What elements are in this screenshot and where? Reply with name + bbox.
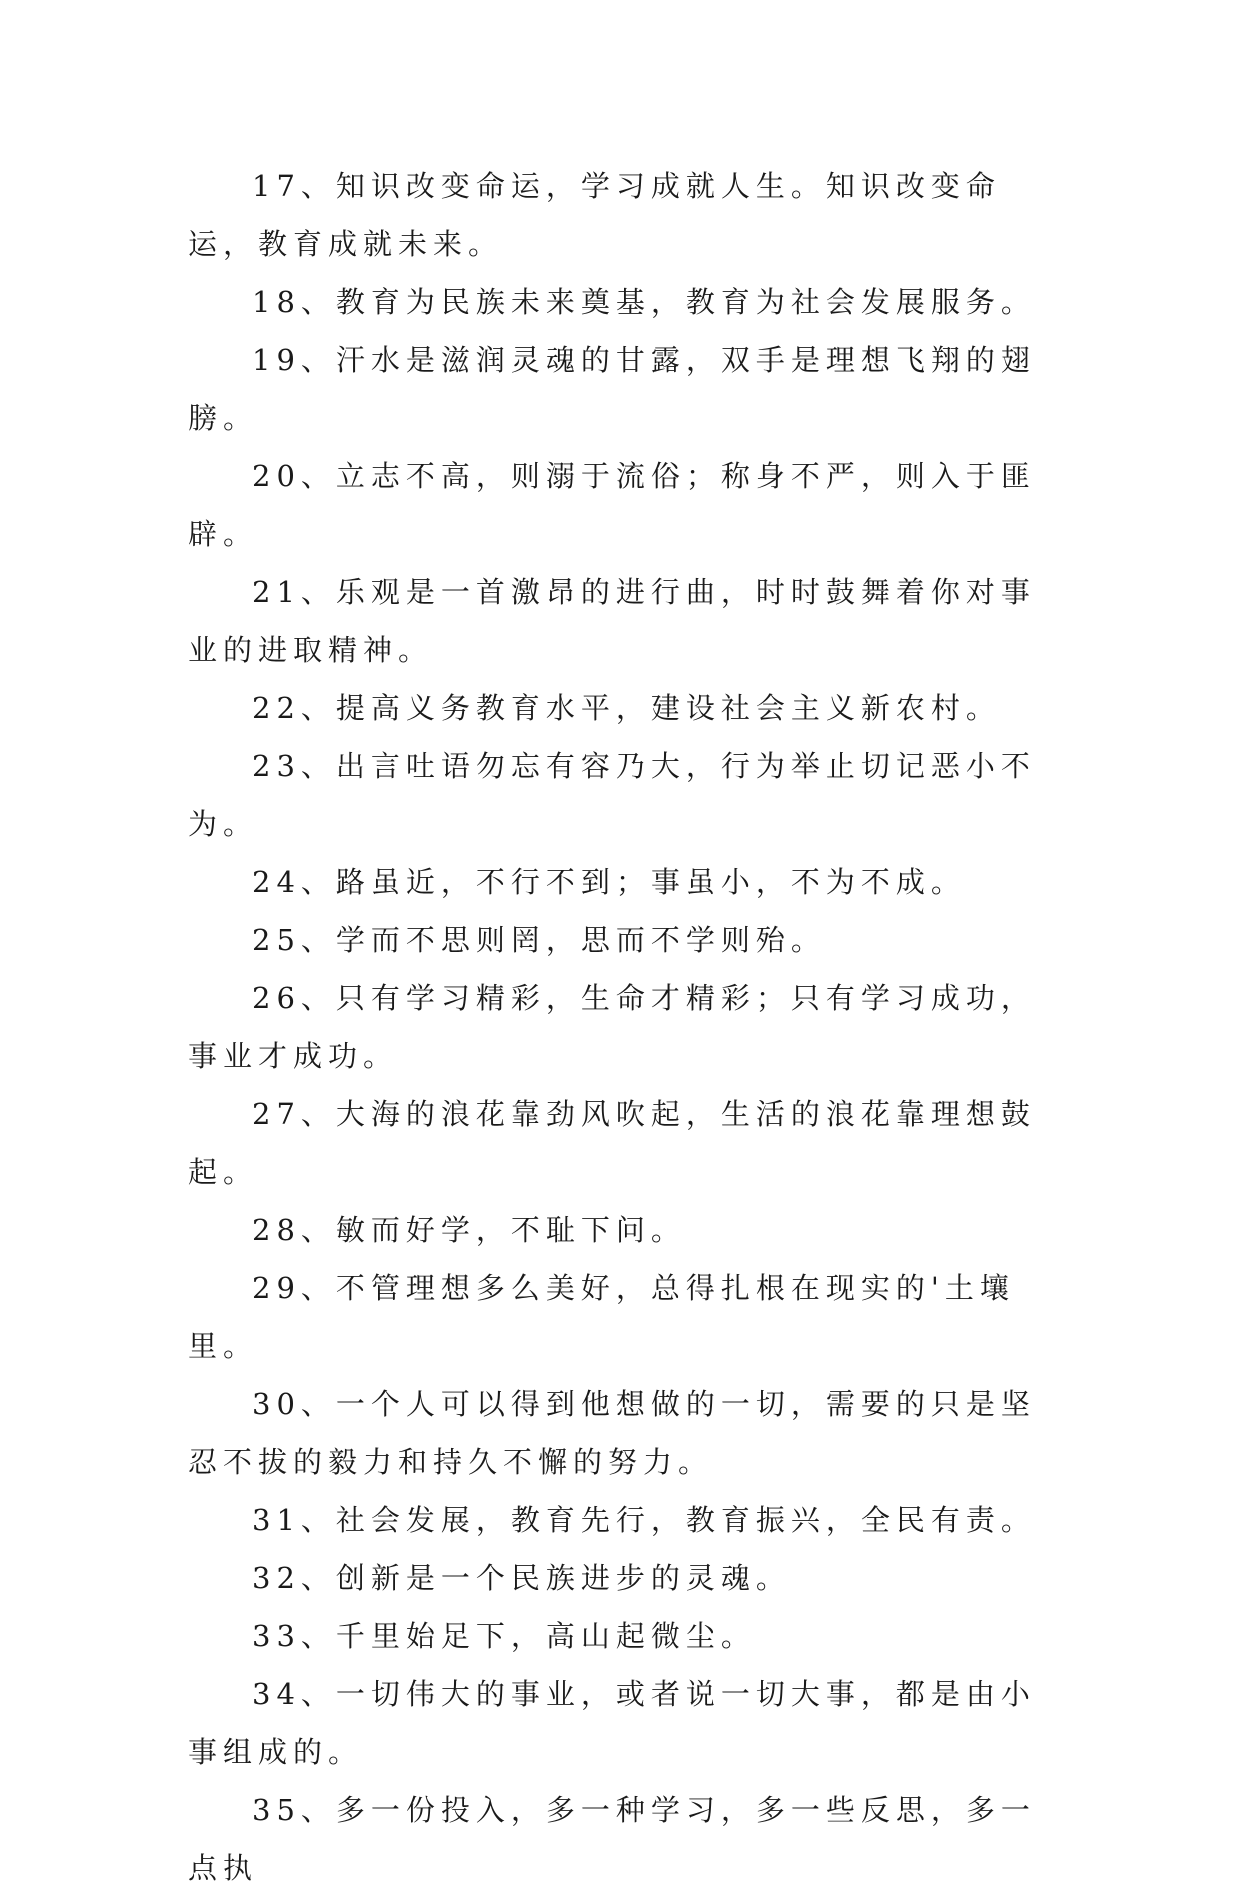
- paragraph-33: 33、千里始足下，高山起微尘。: [252, 1619, 756, 1653]
- paragraph-20: 20、立志不高，则溺于流俗；称身不严，则入于匪辟。: [188, 459, 1036, 551]
- paragraph-24: 24、路虽近，不行不到；事虽小，不为不成。: [252, 865, 966, 899]
- paragraph-17: 17、知识改变命运，学习成就人生。知识改变命运，教育成就未来。: [188, 169, 1001, 261]
- paragraph-30: 30、一个人可以得到他想做的一切，需要的只是坚忍不拔的毅力和持久不懈的努力。: [188, 1387, 1036, 1479]
- paragraph-34: 34、一切伟大的事业，或者说一切大事，都是由小事组成的。: [188, 1677, 1036, 1769]
- document-body: [188, 157, 1058, 1897]
- paragraph-35: 35、多一份投入，多一种学习，多一些反思，多一点执: [188, 1793, 1036, 1885]
- paragraph-31: 31、社会发展，教育先行，教育振兴，全民有责。: [252, 1503, 1036, 1537]
- paragraph-22: 22、提高义务教育水平，建设社会主义新农村。: [252, 691, 1001, 725]
- paragraph-23: 23、出言吐语勿忘有容乃大，行为举止切记恶小不为。: [188, 749, 1036, 841]
- paragraph-32: 32、创新是一个民族进步的灵魂。: [252, 1561, 791, 1595]
- paragraph-27: 27、大海的浪花靠劲风吹起，生活的浪花靠理想鼓起。: [188, 1097, 1036, 1189]
- paragraph-25: 25、学而不思则罔，思而不学则殆。: [252, 923, 826, 957]
- paragraph-29: 29、不管理想多么美好，总得扎根在现实的'土壤里。: [188, 1271, 1015, 1363]
- paragraph-18: 18、教育为民族未来奠基，教育为社会发展服务。: [252, 285, 1036, 319]
- paragraph-21: 21、乐观是一首激昂的进行曲，时时鼓舞着你对事业的进取精神。: [188, 575, 1036, 667]
- paragraph-28: 28、敏而好学，不耻下问。: [252, 1213, 686, 1247]
- paragraph-19: 19、汗水是滋润灵魂的甘露，双手是理想飞翔的翅膀。: [188, 343, 1036, 435]
- paragraph-26: 26、只有学习精彩，生命才精彩；只有学习成功，事业才成功。: [188, 981, 1036, 1073]
